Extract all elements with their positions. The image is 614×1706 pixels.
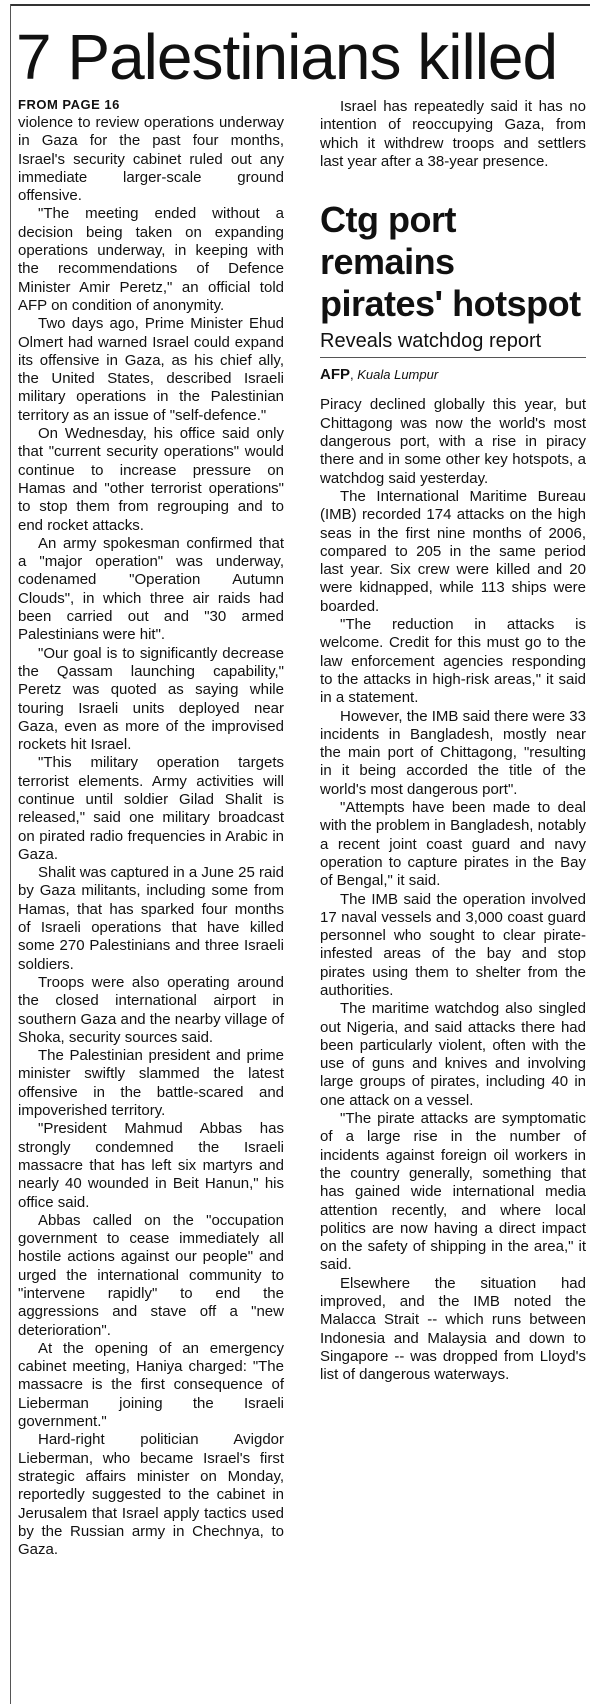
- story1-paragraph: Shalit was captured in a June 25 raid by Gaza militants, including some from Hamas, that has sparked four months of Israeli operations that have killed some 270 Palestinians and three Israeli soldiers.: [18, 864, 284, 973]
- story2-paragraph: The International Maritime Bureau (IMB) recorded 174 attacks on the high seas in the first nine months of 2006, compared to 205 in the same period last year. Six crew were killed and 20 were kidnapped, while 113 ships were boarded.: [320, 487, 586, 615]
- story1-paragraph: Troops were also operating around the closed international airport in southern Gaza and the nearby village of Shoka, security sources said.: [18, 973, 285, 1046]
- story1-paragraph: Israel has repeatedly said it has no intention of reoccupying Gaza, from which it withdrew troops and settlers last year after a 38-year presence.: [320, 98, 586, 170]
- story1-paragraph: The Palestinian president and prime minister swiftly slammed the latest offensive in the battle-scared and impoverished territory.: [18, 1047, 284, 1120]
- story1-paragraph: Hard-right politician Avigdor Lieberman, who became Israel's first strategic affairs minister on Monday, reportedly suggested to the cabinet in Jerusalem that Israel apply tactics used by the Russian army in Chechnya, to Gaza.: [18, 1431, 284, 1559]
- story2-paragraph: Piracy declined globally this year, but Chittagong was now the world's most dangerous port, with a rise in piracy there and in some other key hotspots, a watchdog said yesterday.: [320, 396, 586, 487]
- story1-paragraph: Abbas called on the "occupation government to cease immediately all hostile actions against our people" and urged the international community to "intervene rapidly" to end the aggressions and stave off a "new deterioration".: [18, 1211, 284, 1339]
- story2-dateline: AFP, Kuala Lumpur: [320, 366, 439, 384]
- story1-paragraph: Two days ago, Prime Minister Ehud Olmert had warned Israel could expand its offensive in Gaza, as his chief ally, the United States, described Israeli military operations in the Palestinian territory as an issue of "self-defence.": [18, 315, 284, 424]
- story1-headline: 7 Palestinians killed: [16, 21, 558, 93]
- story2: [320, 199, 586, 1384]
- story1-paragraph: "Our goal is to significantly decrease the Qassam launching capability," Peretz was quoted as saying while touring Israeli units deployed near Gaza, even as more of the improvised rockets hit Israel.: [18, 644, 284, 754]
- story1-column-left: [18, 98, 284, 1559]
- story1-paragraph: An army spokesman confirmed that a "major operation" was underway, codenamed "Operation Autumn Clouds", in which three air raids had been carried out and "30 armed Palestinians were hit".: [18, 534, 284, 644]
- story2-paragraph: "Attempts have been made to deal with the problem in Bangladesh, notably a recent joint coast guard and navy operation to capture pirates in the Bay of Bengal," it said.: [320, 799, 587, 890]
- story2-paragraph: The IMB said the operation involved 17 naval vessels and 3,000 coast guard personnel who sought to clear pirate-infested areas of the bay and stop pirates using them to shelter from the authorities.: [320, 890, 586, 999]
- story2-paragraph: Elsewhere the situation had improved, and the IMB noted the Malacca Strait -- which runs between Indonesia and Malaysia and down to Singapore -- was dropped from Lloyd's list of dangerous waterways.: [320, 1274, 586, 1384]
- story2-paragraph: "The pirate attacks are symptomatic of a large rise in the number of incidents against foreign oil workers in the country generally, something that has gained wide international media attention recently, and where local politics are now having a direct impact on the safety of shipping in the area," it said.: [320, 1110, 586, 1274]
- story1-paragraph: violence to review operations underway in Gaza for the past four months, Israel's security cabinet ruled out any immediate larger-scale ground offensive.: [18, 114, 284, 205]
- story2-paragraph: However, the IMB said there were 33 incidents in Bangladesh, mostly near the main port of Chittagong, "resulting in it being accorded the title of the world's most dangerous port".: [320, 707, 586, 798]
- story1-paragraph: At the opening of an emergency cabinet meeting, Haniya charged: "The massacre is the first consequence of Lieberman joining the Israeli government.": [18, 1339, 284, 1431]
- story2-headline: Ctg port remains pirates' hotspot: [320, 199, 581, 325]
- left-rule: [10, 4, 11, 1704]
- story2-deck: Reveals watchdog report: [320, 329, 586, 358]
- story1-paragraph: "President Mahmud Abbas has strongly condemned the Israeli massacre that has left six martyrs and nearly 40 wounded in Beit Hanun," his office said.: [18, 1120, 284, 1211]
- story1-column-right: [320, 98, 586, 1385]
- story2-place: Kuala Lumpur: [357, 367, 439, 383]
- story2-agency: AFP: [320, 366, 350, 384]
- story2-paragraph: "The reduction in attacks is welcome. Credit for this must go to the law enforcement agencies responding to the attacks in high-risk areas," it said in a statement.: [320, 616, 586, 707]
- story1-jump-label: FROM PAGE 16: [18, 97, 120, 112]
- story1-paragraph: "The meeting ended without a decision being taken on expanding operations underway, in keeping with the recommendations of Defence Minister Amir Peretz," an official told AFP on condition of anonymity.: [18, 205, 284, 314]
- top-rule: [10, 4, 590, 6]
- story1-paragraph: On Wednesday, his office said only that "current security operations" would continue to increase pressure on Hamas and "other terrorist operations" to stop them from regrouping and to end rocket attacks.: [18, 425, 284, 534]
- story1-paragraph: "This military operation targets terrorist elements. Army activities will continue until soldier Gilad Shalit is released," said one military broadcast on pirated radio frequencies in Arabic in Gaza.: [18, 754, 284, 863]
- story2-paragraph: The maritime watchdog also singled out Nigeria, and said attacks there had been particularly violent, often with the use of guns and knives and involving large groups of pirates, including 40 in one attack on a vessel.: [320, 1000, 586, 1109]
